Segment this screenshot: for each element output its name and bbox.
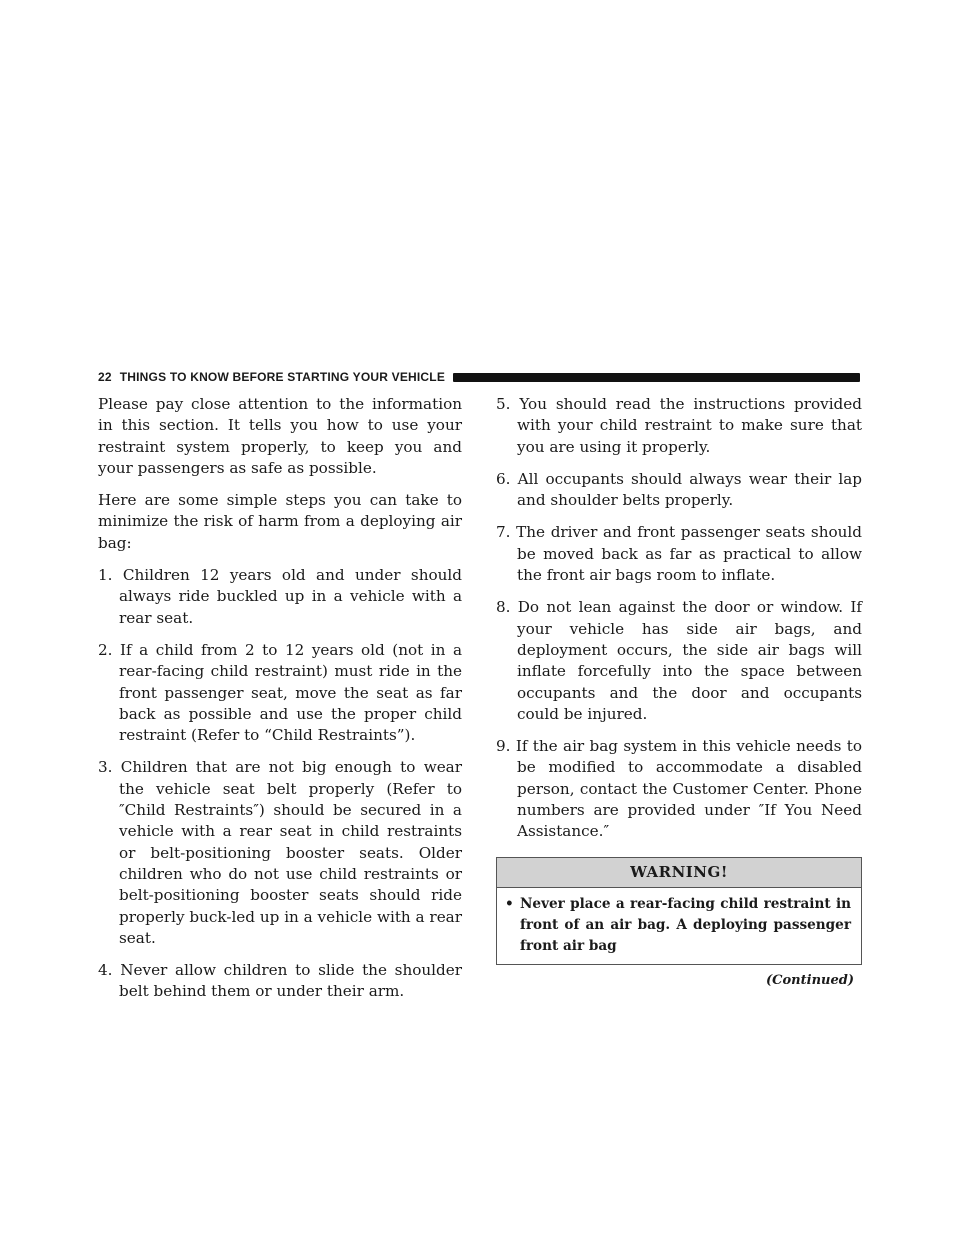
list-item: 6. All occupants should always wear their lap and shoulder belts properly.	[496, 469, 862, 510]
page-header	[98, 369, 860, 385]
steps-list-right	[496, 394, 862, 843]
list-item: 3. Children that are not big enough to wear the vehicle seat belt properly (Refer to ″Child Restraints″) should be secured in a vehicle with a rear seat in child restraints or belt-positioning booster seats. Older children who do not use child restraints or belt-positioning booster seats should ride properly buck-led up in a vehicle with a rear seat.	[98, 758, 462, 947]
intro-paragraph: Please pay close attention to the information in this section. It tells you how to use your restraint system properly, to keep you and your passengers as safe as possible.	[98, 395, 462, 477]
list-item: 4. Never allow children to slide the shoulder belt behind them or under their arm.	[98, 961, 462, 1001]
list-item: 7. The driver and front passenger seats should be moved back as far as practical to allow the front air bags room to inflate.	[496, 523, 862, 585]
list-item: 5. You should read the instructions provided with your child restraint to make sure that you are using it properly.	[496, 395, 862, 456]
steps-intro-paragraph: Here are some simple steps you can take to minimize the risk of harm from a deploying air bag:	[98, 491, 462, 552]
continued-label: (Continued)	[766, 972, 854, 988]
list-item: 8. Do not lean against the door or window. If your vehicle has side air bags, and deployment occurs, the side air bags will inflate forcefully into the space between occupants and the door and occupants could be injured.	[496, 598, 862, 723]
section-title: THINGS TO KNOW BEFORE STARTING YOUR VEHICLE	[119, 370, 446, 384]
warning-item-text: Never place a rear-facing child restraint in front of an air bag. A deploying passenger front air bag	[520, 895, 851, 955]
steps-list-left	[98, 565, 462, 1003]
list-item: 2. If a child from 2 to 12 years old (not in a rear-facing child restraint) must ride in the front passenger seat, move the seat as far back as possible and use the proper child restraint (Refer to “Child Restraints”).	[98, 640, 462, 745]
header-rule	[453, 373, 860, 382]
warning-item	[505, 894, 851, 958]
left-column	[98, 394, 462, 1014]
warning-body	[497, 888, 861, 964]
list-item: 1. Children 12 years old and under should always ride buckled up in a vehicle with a rear seat.	[98, 566, 462, 627]
page-number: 22	[98, 370, 112, 384]
right-column	[496, 394, 862, 991]
warning-title: WARNING!	[497, 858, 861, 888]
list-item: 9. If the air bag system in this vehicle needs to be modified to accommodate a disabled person, contact the Customer Center. Phone numbers are provided under ″If You Need Assistance.″	[496, 737, 862, 841]
bullet-icon: •	[505, 895, 514, 912]
warning-box	[496, 857, 862, 965]
